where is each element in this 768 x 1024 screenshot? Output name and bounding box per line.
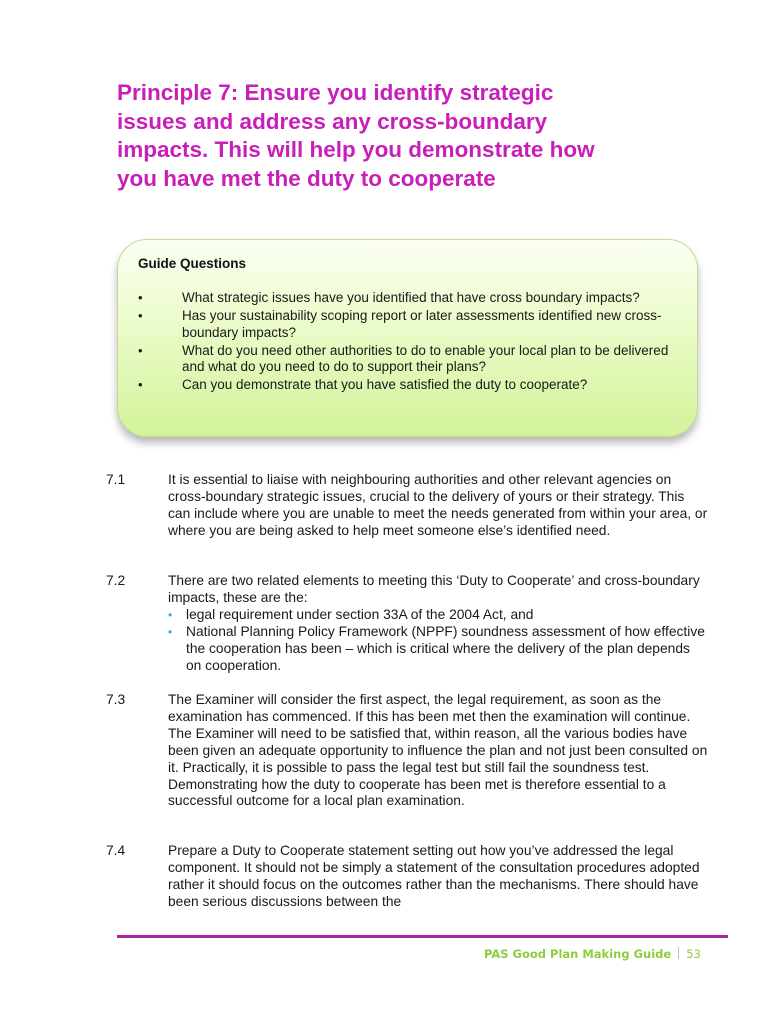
guide-question-text: Has your sustainability scoping report or later assessments identified new cross-boundary impacts? bbox=[182, 308, 662, 340]
guide-questions-box bbox=[117, 239, 698, 437]
list-item bbox=[168, 624, 708, 675]
bullet-icon: • bbox=[168, 624, 173, 639]
bullet-icon: • bbox=[138, 308, 143, 323]
footer-separator bbox=[678, 947, 679, 959]
paragraph-7-3 bbox=[106, 692, 706, 810]
guide-question-item bbox=[138, 343, 683, 376]
guide-question-item bbox=[138, 377, 683, 394]
duty-elements-list bbox=[168, 607, 708, 675]
guide-question-text: What strategic issues have you identified that have cross boundary impacts? bbox=[182, 290, 640, 305]
guide-questions-title: Guide Questions bbox=[138, 256, 247, 271]
paragraph-number: 7.1 bbox=[106, 472, 126, 487]
guide-question-item bbox=[138, 290, 683, 307]
guide-question-text: Can you demonstrate that you have satisfied the duty to cooperate? bbox=[182, 377, 588, 392]
guide-question-item bbox=[138, 308, 683, 341]
bullet-icon: • bbox=[138, 342, 143, 358]
paragraph-text: Prepare a Duty to Cooperate statement setting out how you’ve addressed the legal component. It should not be simply a statement of the consultation procedures adopted rather it should focus on the outcomes rather than the mechanisms. There should have been serious discussions between the bbox=[168, 843, 700, 909]
footer-title: PAS Good Plan Making Guide bbox=[484, 947, 672, 961]
list-item-text: legal requirement under section 33A of the 2004 Act, and bbox=[186, 606, 534, 622]
page-number: 53 bbox=[686, 947, 701, 961]
heading-line: issues and address any cross-boundary bbox=[117, 108, 548, 134]
paragraph-7-1 bbox=[106, 472, 706, 540]
list-item-text: National Planning Policy Framework (NPPF) soundness assessment of how effective the cooperation has been – which is critical where the delivery of the plan depends on cooperation. bbox=[186, 623, 705, 673]
footer-rule bbox=[117, 935, 728, 938]
principle-heading bbox=[117, 79, 717, 193]
paragraph-number: 7.3 bbox=[106, 692, 126, 707]
bullet-icon: • bbox=[168, 607, 173, 622]
paragraph-7-2 bbox=[106, 573, 706, 674]
guide-questions-list bbox=[138, 290, 683, 395]
paragraph-text: There are two related elements to meeting this ‘Duty to Cooperate’ and cross-boundary impacts, these are the: bbox=[168, 573, 700, 605]
paragraph-number: 7.2 bbox=[106, 573, 126, 588]
page-footer bbox=[484, 947, 701, 961]
heading-line: Principle 7: Ensure you identify strategic bbox=[117, 80, 554, 105]
bullet-icon: • bbox=[138, 290, 143, 305]
list-item bbox=[168, 607, 708, 624]
bullet-icon: • bbox=[138, 377, 143, 392]
paragraph-text: The Examiner will consider the first aspect, the legal requirement, as soon as the examination has commenced. If this has been met then the examination will continue. The Examiner will need to be satisfied that, within reason, all the various bodies have been given an adequate opportunity to influence the plan and not just been consulted on it. Practically, it is possible to pass the legal test but still fail the soundness test. Demonstrating how the duty to cooperate has been met is therefore essential to a successful outcome for a local plan examination. bbox=[168, 692, 708, 809]
heading-line: impacts. This will help you demonstrate how bbox=[117, 137, 595, 162]
guide-question-text: What do you need other authorities to do to enable your local plan to be delivered and what do you need to do to support their plans? bbox=[182, 342, 669, 374]
paragraph-number: 7.4 bbox=[106, 843, 126, 858]
heading-line: you have met the duty to cooperate bbox=[117, 165, 496, 191]
paragraph-text: It is essential to liaise with neighbouring authorities and other relevant agencies on cross-boundary strategic issues, crucial to the delivery of yours or their strategy. This can include where you are unable to meet the needs generated from within your area, or where you are being asked to help meet someone else’s identified need. bbox=[168, 472, 708, 538]
paragraph-7-4 bbox=[106, 843, 706, 911]
